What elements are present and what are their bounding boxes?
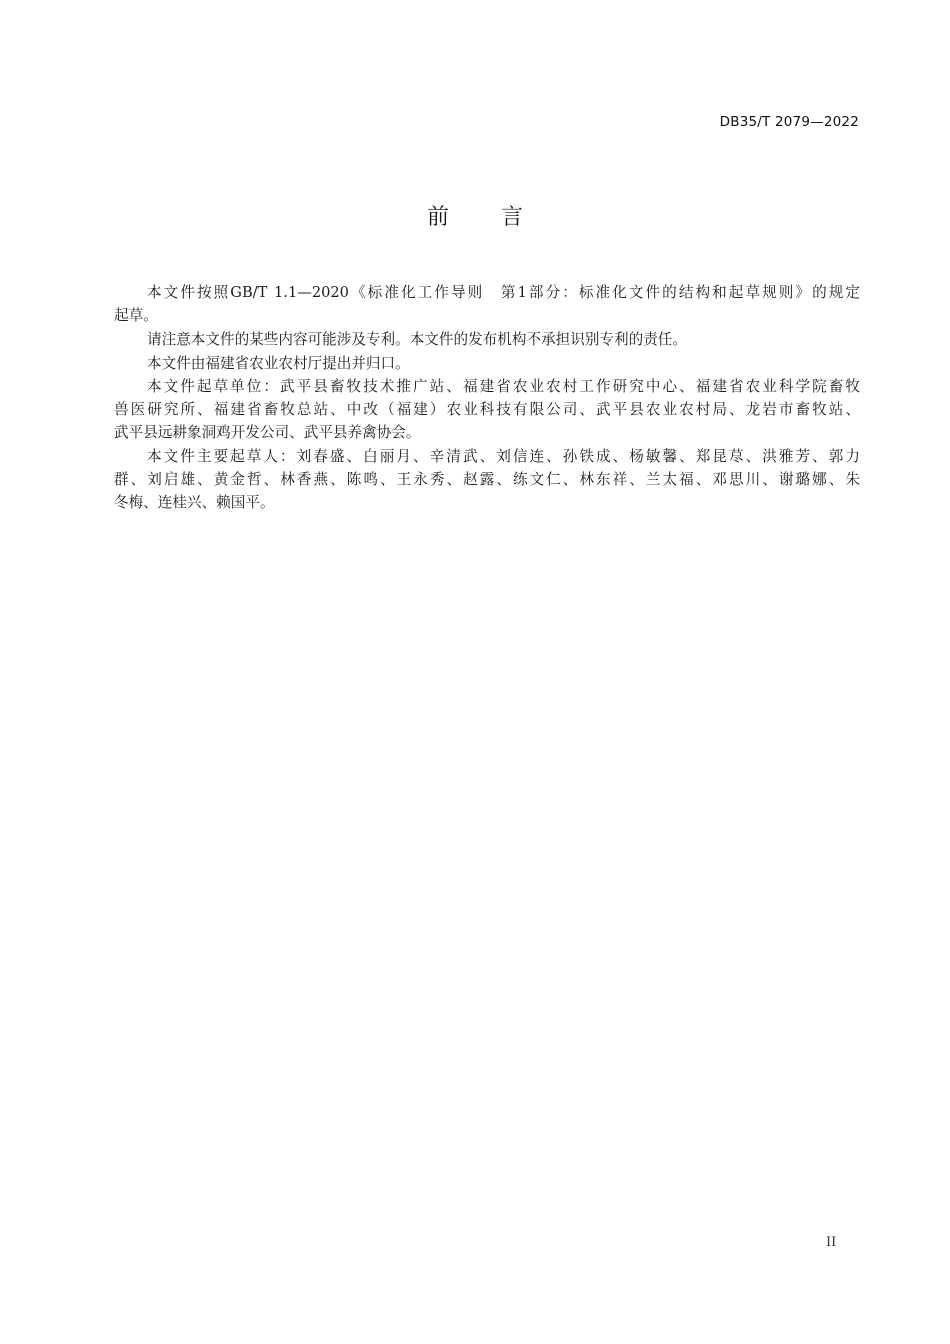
text-line: 群、刘启雄、黄金哲、林香燕、陈鸣、王永秀、赵露、练文仁、林东祥、兰太福、邓思川、谢璐娜、朱 (114, 471, 860, 488)
text-line: 冬梅、连桂兴、赖国平。 (114, 494, 275, 511)
title-char-2: 言 (501, 205, 524, 230)
title-char-1: 前 (426, 205, 449, 230)
foreword-body (114, 282, 860, 542)
text-line: 兽医研究所、福建省畜牧总站、中改（福建）农业科技有限公司、武平县农业农村局、龙岩市畜牧站、 (114, 401, 860, 418)
text-line: 本文件主要起草人：刘春盛、白丽月、辛清武、刘信连、孙铁成、杨敏馨、郑昆荩、洪雅芳、郭力 (147, 448, 860, 465)
text-line: 起草。 (114, 307, 158, 324)
text-line: 本文件按照GB/T 1.1—2020《标准化工作导则 第1部分：标准化文件的结构和起草规则》的规定 (147, 284, 860, 301)
page-number: II (826, 1235, 837, 1250)
text-line: 武平县远耕象洞鸡开发公司、武平县养禽协会。 (114, 424, 421, 441)
text-line: 本文件起草单位：武平县畜牧技术推广站、福建省农业农村工作研究中心、福建省农业科学院畜牧 (147, 378, 860, 395)
text-line: 请注意本文件的某些内容可能涉及专利。本文件的发布机构不承担识别专利的责任。 (147, 331, 687, 348)
standard-code-header: DB35/T 2079—2022 (719, 114, 859, 130)
text-line: 本文件由福建省农业农村厅提出并归口。 (147, 355, 410, 372)
page-title (0, 200, 950, 231)
